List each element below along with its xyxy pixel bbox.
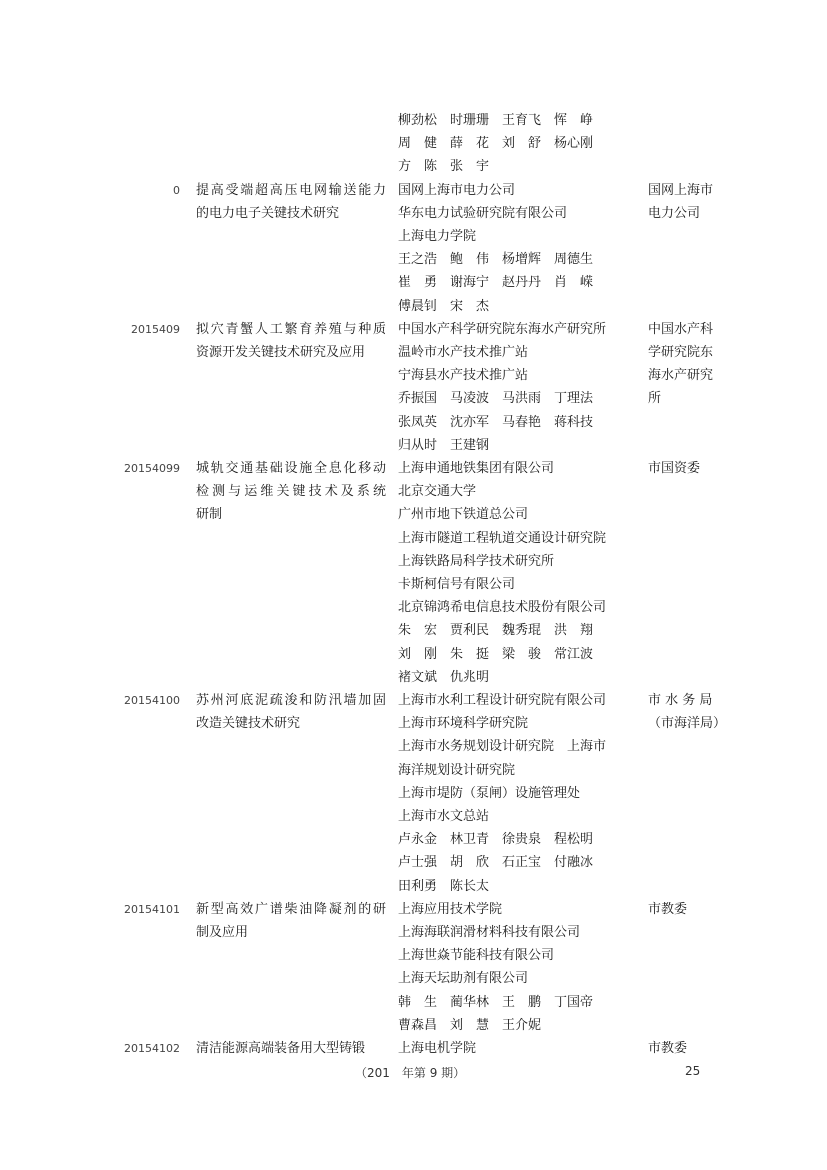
department-line: 市教委	[648, 1040, 688, 1056]
issue-label: （201 年第 9 期）	[355, 1066, 466, 1080]
unit-name: 上海应用技术学院	[398, 901, 503, 917]
project-title-line: 苏州河底泥疏浚和防汛墙加固	[196, 692, 386, 708]
recommending-department	[648, 457, 730, 480]
department-line: 市 水 务 局	[648, 692, 713, 708]
unit-name: 上海世焱节能科技有限公司	[398, 948, 555, 964]
completing-units	[398, 898, 638, 1037]
department-line: 中国水产科	[648, 321, 714, 337]
unit-name: 华东电力试验研究院有限公司	[398, 205, 568, 221]
person-names: 张凤英 沈亦军 马春艳 蒋科技	[398, 414, 594, 430]
unit-name: 卡斯柯信号有限公司	[398, 576, 516, 592]
project-title-line: 拟穴青蟹人工繁育养殖与种质	[196, 321, 386, 337]
unit-name: 上海市水文总站	[398, 808, 490, 824]
project-number: 20154100	[124, 693, 180, 707]
recommending-department	[648, 1037, 730, 1060]
person-names: 卢士强 胡 欣 石正宝 付融冰	[398, 855, 594, 871]
table-row	[0, 179, 827, 318]
unit-name: 上海市水利工程设计研究院有限公司	[398, 692, 607, 708]
project-title	[196, 689, 386, 735]
unit-name: 上海电机学院	[398, 1040, 477, 1056]
project-title	[196, 1037, 386, 1060]
completing-units	[398, 179, 638, 318]
recommending-department	[648, 179, 730, 225]
department-line: 学研究院东	[648, 344, 714, 360]
unit-name: 北京交通大学	[398, 484, 477, 500]
unit-name: 温岭市水产技术推广站	[398, 344, 529, 360]
table-row	[0, 689, 827, 898]
unit-name: 上海申通地铁集团有限公司	[398, 460, 555, 476]
project-title-line: 制及应用	[196, 924, 249, 940]
completing-units	[398, 689, 638, 898]
project-title-line: 的电力电子关键技术研究	[196, 205, 340, 221]
recommending-department	[648, 898, 730, 921]
department-line: （市海洋局）	[648, 716, 727, 732]
award-table	[0, 109, 827, 1060]
recommending-department	[648, 689, 730, 735]
project-title-line: 改造关键技术研究	[196, 716, 301, 732]
project-title	[196, 457, 386, 527]
unit-name: 国网上海市电力公司	[398, 182, 516, 198]
project-title-line: 清洁能源高端装备用大型铸锻	[196, 1040, 366, 1056]
table-row	[0, 109, 827, 179]
project-title-line: 城轨交通基础设施全息化移动	[196, 460, 386, 476]
project-title-line: 资源开发关键技术研究及应用	[196, 344, 366, 360]
recommending-department	[648, 318, 730, 411]
unit-name: 中国水产科学研究院东海水产研究所	[398, 321, 607, 337]
completing-units	[398, 109, 638, 179]
project-title-line: 研制	[196, 507, 223, 523]
person-names: 曹森昌 刘 慧 王介妮	[398, 1017, 542, 1033]
project-number: 0	[173, 183, 180, 197]
project-number: 20154102	[124, 1041, 180, 1055]
unit-name: 上海天坛助剂有限公司	[398, 971, 529, 987]
table-row	[0, 318, 827, 457]
table-row	[0, 898, 827, 1037]
project-number: 20154099	[124, 461, 180, 475]
unit-name: 上海市水务规划设计研究院 上海市	[398, 739, 607, 755]
unit-name: 上海铁路局科学技术研究所	[398, 553, 555, 569]
project-title	[196, 179, 386, 225]
unit-name: 广州市地下铁道总公司	[398, 507, 529, 523]
completing-units	[398, 457, 638, 689]
unit-name: 上海市隧道工程轨道交通设计研究院	[398, 530, 607, 546]
person-names: 褚文斌 仇兆明	[398, 669, 490, 685]
completing-units	[398, 1037, 638, 1060]
project-title-line: 新型高效广谱柴油降凝剂的研	[196, 901, 386, 917]
unit-name: 上海市环境科学研究院	[398, 716, 529, 732]
person-names: 柳劲松 时珊珊 王育飞 恽 峥	[398, 113, 594, 128]
project-title-line: 提高受端超高压电网输送能力	[196, 182, 386, 198]
department-line: 所	[648, 391, 662, 407]
person-names: 王之浩 鲍 伟 杨增辉 周德生	[398, 252, 594, 268]
person-names: 田利勇 陈长太	[398, 878, 490, 894]
person-names: 刘 刚 朱 挺 梁 骏 常江波	[398, 646, 594, 662]
department-line: 市教委	[648, 901, 688, 917]
unit-name: 上海市堤防（泵闸）设施管理处	[398, 785, 581, 801]
person-names: 卢永金 林卫青 徐贵泉 程松明	[398, 832, 594, 848]
project-number: 2015409	[131, 322, 180, 336]
completing-units	[398, 318, 638, 457]
person-names: 韩 生 蔺华林 王 鹏 丁国帝	[398, 994, 594, 1010]
department-line: 电力公司	[648, 205, 701, 221]
person-names: 周 健 薛 花 刘 舒 杨心刚	[398, 136, 594, 152]
person-names: 崔 勇 谢海宁 赵丹丹 肖 嵘	[398, 275, 594, 291]
table-row	[0, 1037, 827, 1060]
project-title	[196, 318, 386, 364]
page-number: 25	[685, 1064, 701, 1078]
project-number: 20154101	[124, 902, 180, 916]
unit-name: 海洋规划设计研究院	[398, 762, 516, 778]
department-line: 国网上海市	[648, 182, 714, 198]
unit-name: 上海电力学院	[398, 229, 477, 244]
person-names: 乔振国 马凌波 马洪雨 丁理法	[398, 391, 594, 407]
project-title-line: 检测与运维关键技术及系统	[196, 484, 386, 500]
unit-name: 北京锦鸿希电信息技术股份有限公司	[398, 600, 607, 616]
person-names: 朱 宏 贾利民 魏秀琨 洪 翔	[398, 623, 594, 639]
unit-name: 上海海联润滑材料科技有限公司	[398, 924, 581, 940]
table-row	[0, 457, 827, 689]
department-line: 市国资委	[648, 460, 701, 476]
project-title	[196, 898, 386, 944]
department-line: 海水产研究	[648, 368, 714, 384]
person-names: 归从时 王建钢	[398, 437, 490, 453]
person-names: 傅晨钊 宋 杰	[398, 298, 490, 314]
unit-name: 宁海县水产技术推广站	[398, 368, 529, 384]
person-names: 方 陈 张 宇	[398, 159, 490, 175]
